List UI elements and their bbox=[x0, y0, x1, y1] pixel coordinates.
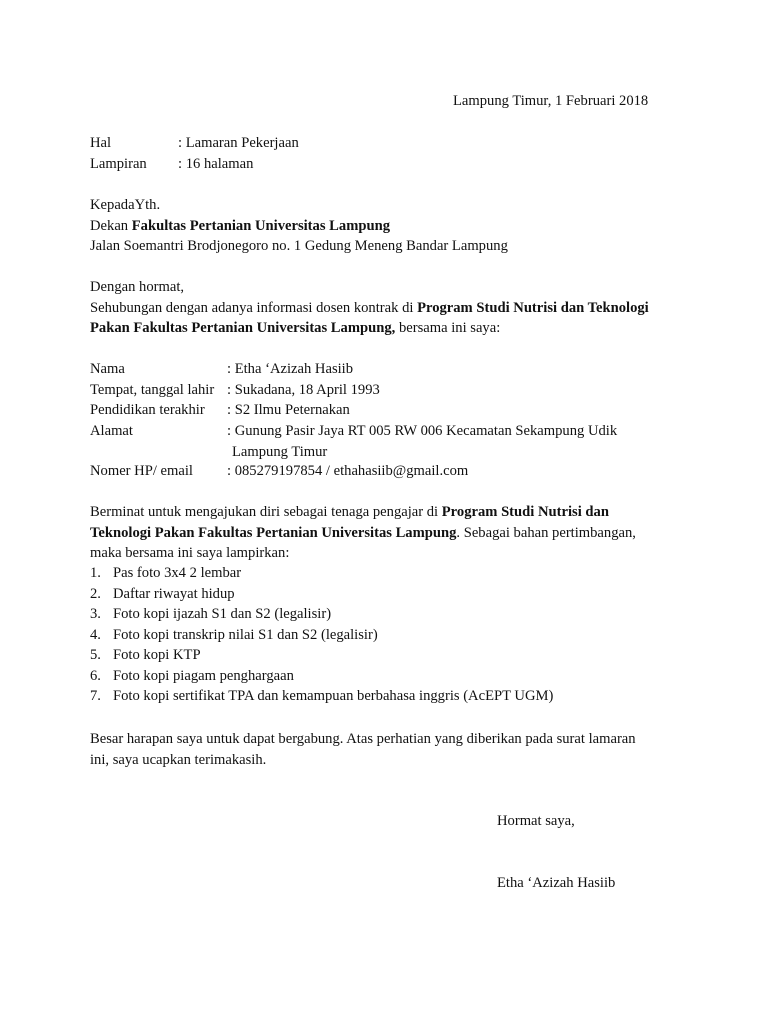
meta-value: : Lamaran Pekerjaan bbox=[178, 135, 299, 151]
interest-line-1 bbox=[90, 502, 690, 523]
list-item bbox=[90, 584, 553, 605]
field-value: : 085279197854 / ethahasiib@gmail.com bbox=[227, 463, 469, 479]
field-label: Tempat, tanggal lahir bbox=[90, 382, 215, 398]
interest-text: Berminat untuk mengajukan diri sebagai tenaga pengajar di bbox=[90, 504, 442, 520]
recipient-block bbox=[90, 195, 690, 257]
list-number: 1. bbox=[90, 565, 101, 581]
list-item bbox=[90, 625, 553, 646]
faculty-name: Pakan Fakultas Pertanian Universitas Lampung, bbox=[90, 320, 396, 336]
recipient-prefix: Dekan bbox=[90, 217, 132, 234]
closing-line-2: ini, saya ucapkan terimakasih. bbox=[90, 751, 267, 768]
field-label: Nomer HP/ email bbox=[90, 463, 193, 479]
list-number: 5. bbox=[90, 647, 101, 663]
closing-paragraph bbox=[90, 729, 690, 770]
applicant-address-row bbox=[90, 421, 618, 460]
applicant-birth-row bbox=[90, 380, 380, 401]
field-value: : Sukadana, 18 April 1993 bbox=[227, 382, 380, 398]
list-number: 6. bbox=[90, 667, 101, 684]
field-value: : Etha ‘Azizah Hasiib bbox=[227, 361, 354, 377]
field-value: : Gunung Pasir Jaya RT 005 RW 006 Kecamatan Sekampung Udik bbox=[227, 423, 618, 439]
meta-row-subject bbox=[90, 133, 299, 154]
list-text: Foto kopi piagam penghargaan bbox=[113, 667, 294, 684]
closing-line-1: Besar harapan saya untuk dapat bergabung. Atas perhatian yang diberikan pada surat lamaran bbox=[90, 731, 636, 747]
recipient-institution: Fakultas Pertanian Universitas Lampung bbox=[131, 217, 391, 234]
list-item bbox=[90, 604, 553, 625]
opening-text: Sehubungan dengan adanya informasi dosen kontrak di bbox=[90, 299, 418, 316]
list-text: Foto kopi KTP bbox=[113, 647, 201, 663]
meta-value: : 16 halaman bbox=[178, 156, 254, 172]
greeting: Dengan hormat, bbox=[90, 279, 185, 295]
program-name: Program Studi Nutrisi dan bbox=[441, 504, 609, 520]
list-number: 3. bbox=[90, 606, 101, 622]
list-text: Foto kopi transkrip nilai S1 dan S2 (legalisir) bbox=[113, 626, 378, 643]
list-item bbox=[90, 666, 553, 687]
signature-name: Etha ‘Azizah Hasiib bbox=[497, 875, 616, 891]
applicant-name-row bbox=[90, 359, 353, 380]
interest-text: . Sebagai bahan pertimbangan, bbox=[456, 524, 636, 541]
attachment-list bbox=[90, 563, 553, 707]
opening-line-2 bbox=[90, 318, 690, 339]
interest-line-2 bbox=[90, 523, 690, 544]
program-name: Program Studi Nutrisi dan Teknologi bbox=[417, 299, 649, 316]
field-value: : S2 Ilmu Peternakan bbox=[227, 402, 350, 418]
list-number: 4. bbox=[90, 626, 101, 643]
signature-regards: Hormat saya, bbox=[497, 813, 575, 829]
opening-line-1 bbox=[90, 298, 690, 319]
meta-label: Hal bbox=[90, 135, 112, 151]
place-date: Lampung Timur, 1 Februari 2018 bbox=[453, 93, 649, 109]
list-number: 2. bbox=[90, 585, 101, 602]
list-text: Foto kopi ijazah S1 dan S2 (legalisir) bbox=[113, 606, 332, 622]
opening-paragraph bbox=[90, 277, 690, 339]
interest-paragraph bbox=[90, 502, 690, 564]
list-number: 7. bbox=[90, 688, 101, 704]
list-text: Pas foto 3x4 2 lembar bbox=[113, 565, 242, 581]
meta-label: Lampiran bbox=[90, 156, 147, 172]
field-label: Nama bbox=[90, 361, 125, 377]
list-text: Daftar riwayat hidup bbox=[113, 585, 235, 602]
interest-line-3: maka bersama ini saya lampirkan: bbox=[90, 545, 290, 561]
field-label: Alamat bbox=[90, 423, 133, 439]
list-item bbox=[90, 563, 553, 584]
opening-text: bersama ini saya: bbox=[395, 320, 501, 336]
applicant-contact-row bbox=[90, 461, 468, 482]
field-label: Pendidikan terakhir bbox=[90, 402, 205, 418]
list-item bbox=[90, 686, 553, 707]
recipient-address: Jalan Soemantri Brodjonegoro no. 1 Gedung Meneng Bandar Lampung bbox=[90, 238, 508, 254]
recipient-salutation: KepadaYth. bbox=[90, 197, 161, 213]
list-item bbox=[90, 645, 553, 666]
program-faculty-name: Teknologi Pakan Fakultas Pertanian Universitas Lampung bbox=[90, 524, 457, 541]
list-text: Foto kopi sertifikat TPA dan kemampuan berbahasa inggris (AcEPT UGM) bbox=[113, 688, 554, 704]
field-value-continuation: Lampung Timur bbox=[232, 443, 328, 460]
recipient-title bbox=[90, 216, 690, 237]
meta-row-attachment-count bbox=[90, 154, 253, 175]
applicant-education-row bbox=[90, 400, 350, 421]
